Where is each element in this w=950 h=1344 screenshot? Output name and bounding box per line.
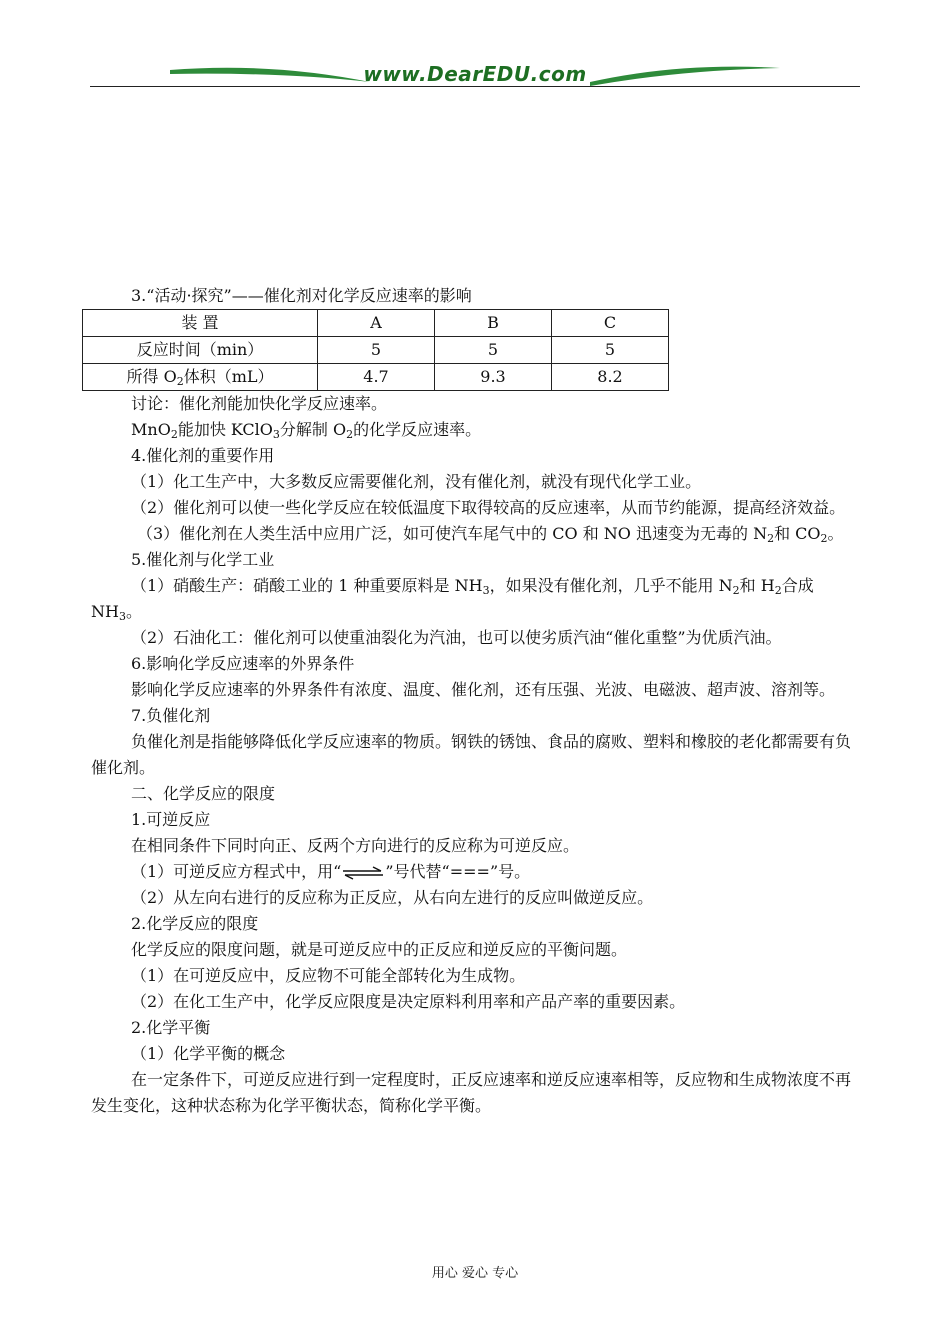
subsection-title: 2.化学反应的限度 bbox=[131, 914, 259, 933]
subsection-title: 2.化学平衡 bbox=[131, 1018, 211, 1037]
text: （1）可逆反应方程式中，用“ bbox=[131, 862, 342, 881]
text: 。 bbox=[125, 602, 142, 621]
subscript: 2 bbox=[732, 584, 740, 597]
paragraph: 在一定条件下，可逆反应进行到一定程度时，正反应速率和逆反应速率相等，反应物和生成物浓度不再发生变化，这种状态称为化学平衡状态，简称化学平衡。 bbox=[91, 1070, 852, 1115]
document-body bbox=[91, 283, 860, 1119]
text: ，如果没有催化剂，几乎不能用 N bbox=[489, 576, 733, 595]
text: 和 CO bbox=[774, 524, 821, 543]
table-cell bbox=[83, 364, 318, 391]
paragraph: 负催化剂是指能够降低化学反应速率的物质。钢铁的锈蚀、食品的腐败、塑料和橡胶的老化都需要有负催化剂。 bbox=[91, 732, 852, 777]
paragraph: 在相同条件下同时向正、反两个方向进行的反应称为可逆反应。 bbox=[131, 836, 580, 855]
subscript: 3 bbox=[482, 584, 490, 597]
subscript: 2 bbox=[767, 532, 775, 545]
text: MnO bbox=[131, 420, 171, 439]
section-4-title: 4.催化剂的重要作用 bbox=[131, 446, 275, 465]
paragraph bbox=[91, 521, 860, 547]
table-cell: 反应时间（min） bbox=[83, 337, 318, 364]
subscript: 2 bbox=[176, 375, 184, 388]
subsection-title: 1.可逆反应 bbox=[131, 810, 211, 829]
table-header-row bbox=[83, 310, 669, 337]
text: 的化学反应速率。 bbox=[353, 420, 482, 439]
subscript: 3 bbox=[118, 610, 126, 623]
reversible-arrow-icon bbox=[341, 866, 385, 880]
subscript: 2 bbox=[170, 428, 178, 441]
subscript: 2 bbox=[820, 532, 828, 545]
paragraph: 影响化学反应速率的外界条件有浓度、温度、催化剂，还有压强、光波、电磁波、超声波、溶剂等。 bbox=[131, 680, 836, 699]
part-2-title: 二、化学反应的限度 bbox=[131, 784, 276, 803]
paragraph: （2）在化工生产中，化学反应限度是决定原料利用率和产品产率的重要因素。 bbox=[131, 992, 686, 1011]
table-cell: 5 bbox=[318, 337, 435, 364]
header-rule bbox=[90, 86, 860, 87]
paragraph: （2）催化剂可以使一些化学反应在较低温度下取得较高的反应速率，从而节约能源，提高经济效益。 bbox=[131, 498, 846, 517]
text: ”号代替“===”号。 bbox=[385, 862, 531, 881]
text: 。 bbox=[827, 524, 844, 543]
text: 合成 NH bbox=[91, 576, 814, 621]
subscript: 2 bbox=[346, 428, 354, 441]
table-cell: 5 bbox=[435, 337, 552, 364]
table-header-cell: A bbox=[318, 310, 435, 337]
mno2-statement bbox=[91, 417, 860, 443]
text: 分解制 O bbox=[279, 420, 347, 439]
table-header-cell: C bbox=[552, 310, 669, 337]
page-footer: 用心 爱心 专心 bbox=[431, 1266, 519, 1281]
table-cell: 9.3 bbox=[435, 364, 552, 391]
section-7-title: 7.负催化剂 bbox=[131, 706, 211, 725]
experiment-table bbox=[82, 309, 669, 391]
text: 能加快 KClO bbox=[177, 420, 273, 439]
paragraph: （1）化学平衡的概念 bbox=[131, 1044, 286, 1063]
table-row bbox=[83, 337, 669, 364]
section-5-title: 5.催化剂与化学工业 bbox=[131, 550, 275, 569]
cell-text: 体积（mL） bbox=[183, 367, 274, 386]
text: 和 H bbox=[739, 576, 775, 595]
section-3-title: 3.“活动·探究”——催化剂对化学反应速率的影响 bbox=[131, 286, 472, 305]
table-cell: 8.2 bbox=[552, 364, 669, 391]
table-header-cell: B bbox=[435, 310, 552, 337]
paragraph: （2）从左向右进行的反应称为正反应，从右向左进行的反应叫做逆反应。 bbox=[131, 888, 654, 907]
paragraph: （1）化工生产中，大多数反应需要催化剂，没有催化剂，就没有现代化学工业。 bbox=[131, 472, 702, 491]
site-brand: www.DearEDU.com bbox=[363, 62, 587, 86]
table-header-cell: 装 置 bbox=[83, 310, 318, 337]
paragraph bbox=[91, 859, 860, 885]
page-header bbox=[90, 58, 860, 90]
table-cell: 4.7 bbox=[318, 364, 435, 391]
right-swoosh-icon bbox=[590, 58, 780, 88]
subscript: 2 bbox=[774, 584, 782, 597]
cell-text: 所得 O bbox=[126, 367, 177, 386]
table-cell: 5 bbox=[552, 337, 669, 364]
subscript: 3 bbox=[272, 428, 280, 441]
paragraph: 化学反应的限度问题，就是可逆反应中的正反应和逆反应的平衡问题。 bbox=[131, 940, 628, 959]
text: （1）硝酸生产：硝酸工业的 1 种重要原料是 NH bbox=[131, 576, 483, 595]
paragraph: （2）石油化工：催化剂可以使重油裂化为汽油，也可以使劣质汽油“催化重整”为优质汽油。 bbox=[131, 628, 782, 647]
paragraph: （1）在可逆反应中，反应物不可能全部转化为生成物。 bbox=[131, 966, 526, 985]
text: （3）催化剂在人类生活中应用广泛，如可使汽车尾气中的 CO 和 NO 迅速变为无毒的 N bbox=[137, 524, 768, 543]
discussion: 讨论：催化剂能加快化学反应速率。 bbox=[131, 394, 388, 413]
section-6-title: 6.影响化学反应速率的外界条件 bbox=[131, 654, 355, 673]
table-row bbox=[83, 364, 669, 391]
paragraph bbox=[91, 573, 860, 625]
